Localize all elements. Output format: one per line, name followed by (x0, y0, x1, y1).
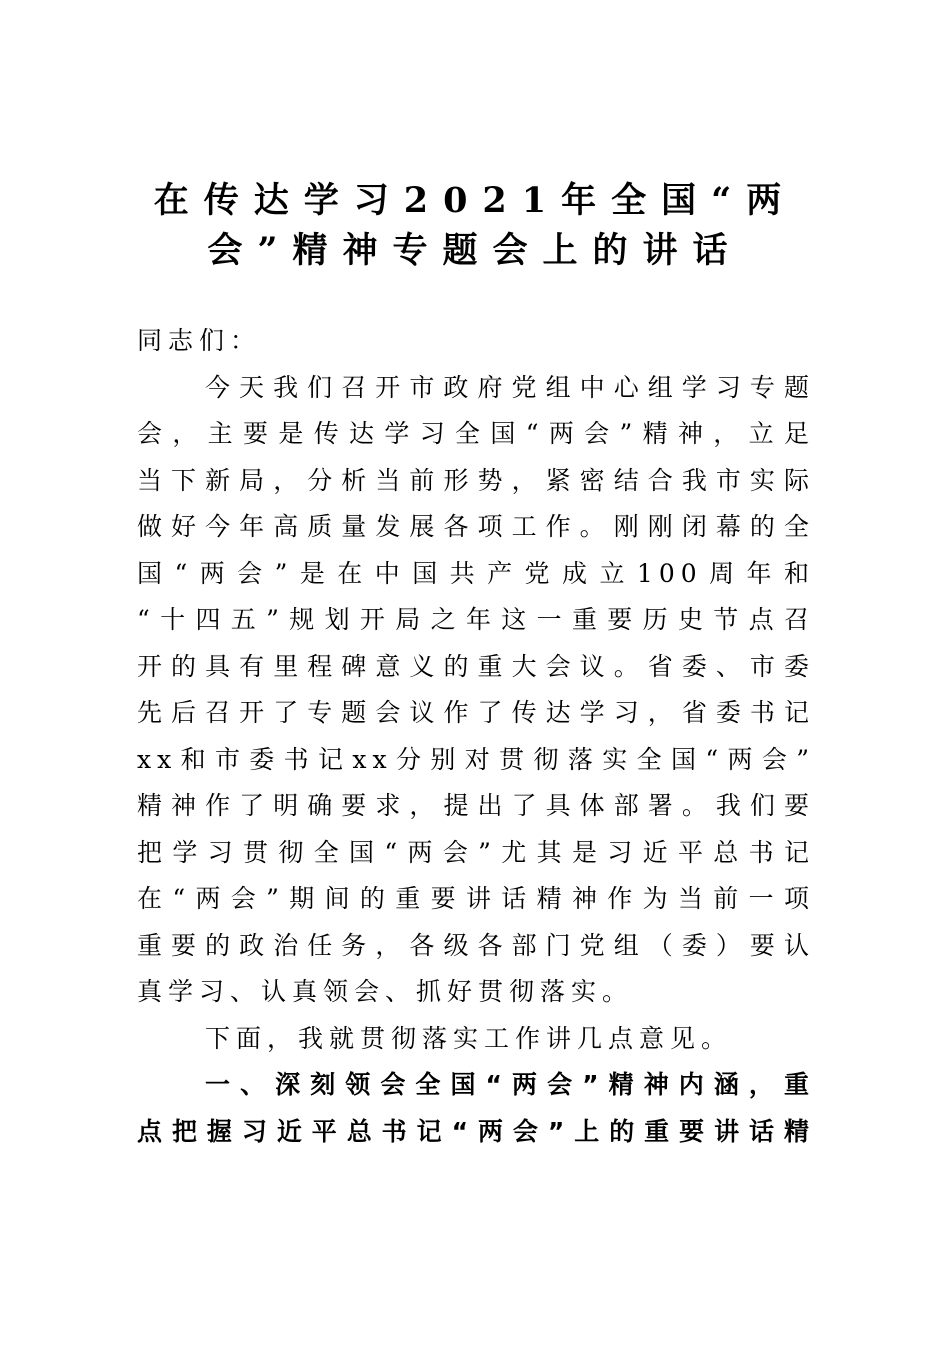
paragraph-line: 真学习、认真领会、抓好贯彻落实。 (137, 977, 634, 1006)
heading-line: 点把握习近平总书记“两会”上的重要讲话精 (137, 1116, 815, 1146)
salutation-line: 同志们： (137, 326, 262, 355)
salutation (137, 318, 815, 365)
paragraph-line: 在“两会”期间的重要讲话精神作为当前一项 (137, 884, 815, 913)
heading-line: 一、深刻领会全国“两会”精神内涵，重 (205, 1070, 815, 1099)
title-line-1: 在传达学习2021年全国“两 (153, 180, 797, 221)
paragraph-line: 先后召开了专题会议作了传达学习，省委书记 (137, 698, 815, 727)
document-body (137, 318, 815, 1155)
paragraph-2 (137, 1016, 815, 1063)
paragraph-line: 会，主要是传达学习全国“两会”精神，立足 (137, 419, 815, 448)
paragraph-line: 重要的政治任务，各级各部门党组（委）要认 (137, 930, 815, 960)
paragraph-1 (137, 365, 815, 1016)
paragraph-line: 下面，我就贯彻落实工作讲几点意见。 (205, 1023, 733, 1053)
paragraph-line: 国“两会”是在中国共产党成立100周年和 (137, 558, 815, 588)
paragraph-line: 精神作了明确要求，提出了具体部署。我们要 (137, 791, 815, 820)
paragraph-line: 今天我们召开市政府党组中心组学习专题 (205, 372, 815, 402)
paragraph-line: xx和市委书记xx分别对贯彻落实全国“两会” (137, 744, 815, 774)
section-heading-1 (137, 1062, 815, 1155)
paragraph-line: “十四五”规划开局之年这一重要历史节点召 (137, 605, 815, 634)
document-title (0, 176, 950, 276)
title-line-2: 会”精神专题会上的讲话 (207, 230, 743, 271)
paragraph-line: 做好今年高质量发展各项工作。刚刚闭幕的全 (137, 512, 815, 541)
paragraph-line: 当下新局，分析当前形势，紧密结合我市实际 (137, 465, 815, 495)
paragraph-line: 开的具有里程碑意义的重大会议。省委、市委 (137, 651, 815, 681)
paragraph-line: 把学习贯彻全国“两会”尤其是习近平总书记 (137, 837, 815, 867)
